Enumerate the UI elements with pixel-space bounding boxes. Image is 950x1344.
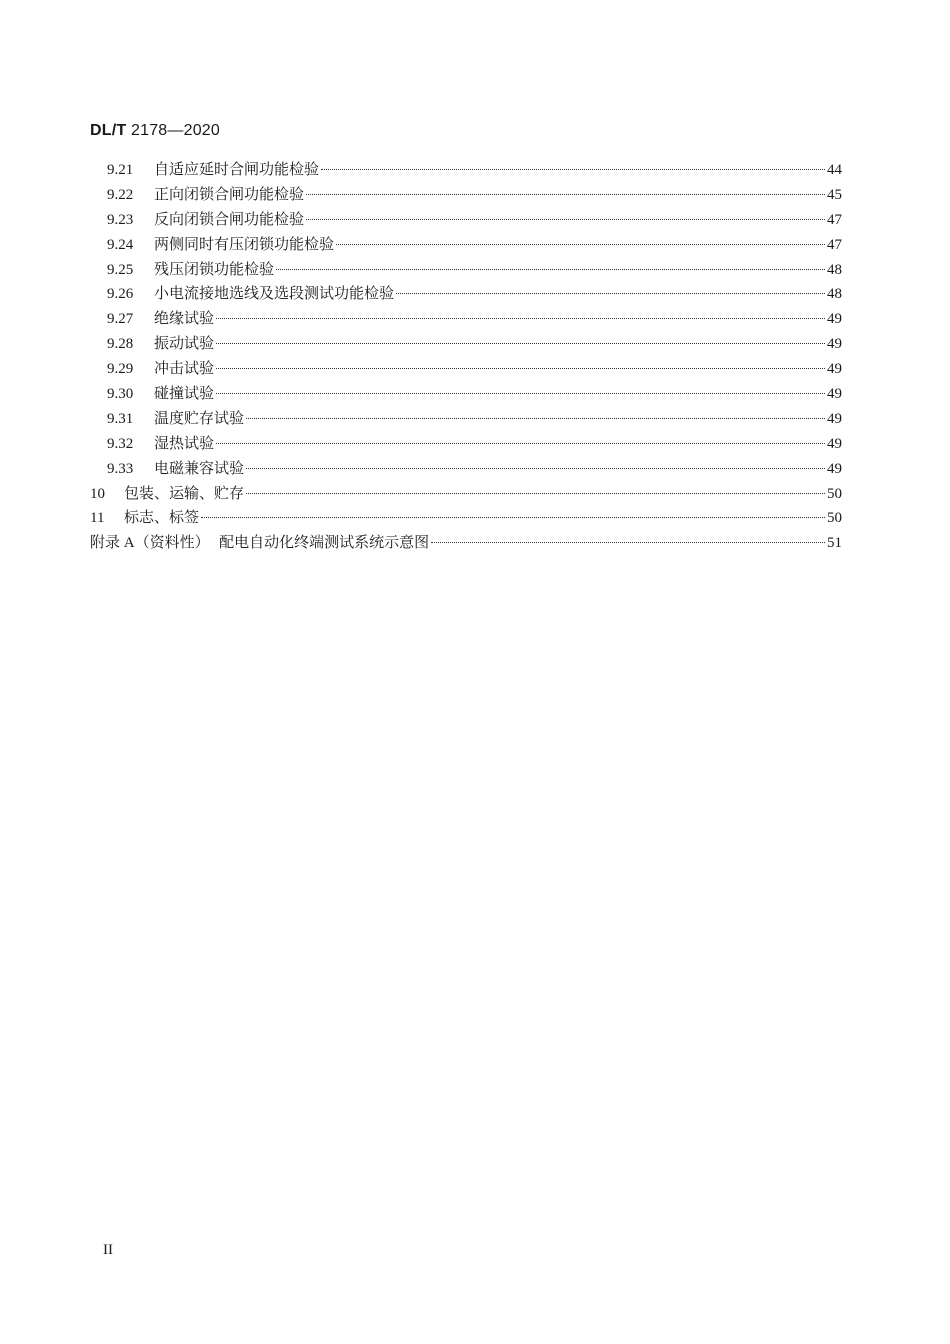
toc-entry[interactable] bbox=[90, 482, 842, 507]
appendix-letter: A bbox=[120, 535, 135, 552]
toc-entry-title: 电磁兼容试验 bbox=[154, 458, 245, 477]
toc-entry-page: 45 bbox=[827, 186, 842, 203]
toc-entry[interactable] bbox=[90, 158, 842, 183]
toc-entry[interactable] bbox=[90, 233, 842, 258]
toc-entry[interactable] bbox=[90, 332, 842, 357]
toc-entry-page: 50 bbox=[827, 510, 842, 527]
toc-entry-page: 49 bbox=[827, 410, 842, 427]
appendix-label bbox=[90, 531, 429, 552]
toc-entry[interactable] bbox=[90, 208, 842, 233]
toc-entry[interactable] bbox=[90, 506, 842, 531]
toc-entry-number: 9.21 bbox=[107, 162, 134, 178]
toc-entry-title: 冲击试验 bbox=[154, 359, 215, 378]
toc-entry-page: 49 bbox=[827, 460, 842, 477]
toc-entry-title: 残压闭锁功能检验 bbox=[154, 259, 275, 278]
toc-entry[interactable] bbox=[90, 258, 842, 283]
toc-entry-number: 9.24 bbox=[107, 236, 134, 253]
dot-leader bbox=[306, 219, 825, 220]
dot-leader bbox=[216, 343, 825, 344]
toc-entry-title: 湿热试验 bbox=[154, 433, 215, 452]
toc-entry-title: 反向闭锁合闸功能检验 bbox=[154, 209, 305, 228]
page-number: II bbox=[103, 1242, 113, 1258]
dot-leader bbox=[216, 443, 825, 444]
dot-leader bbox=[276, 269, 825, 270]
dot-leader bbox=[336, 244, 825, 245]
toc-entry-title: 碰撞试验 bbox=[154, 384, 215, 403]
standard-code: DL/T bbox=[90, 122, 127, 139]
dot-leader bbox=[246, 418, 825, 419]
toc-entry-title: 小电流接地选线及选段测试功能检验 bbox=[154, 284, 395, 303]
toc-entry-title: 绝缘试验 bbox=[154, 309, 215, 328]
dot-leader bbox=[216, 368, 825, 369]
page-header bbox=[90, 122, 220, 140]
dot-leader bbox=[431, 542, 825, 543]
appendix-prefix: 附录 bbox=[90, 533, 121, 552]
toc-entry-page: 49 bbox=[827, 361, 842, 378]
toc-entry[interactable] bbox=[90, 382, 842, 407]
toc-entry-title: 两侧同时有压闭锁功能检验 bbox=[154, 234, 335, 253]
toc-entry[interactable] bbox=[90, 183, 842, 208]
toc-entry[interactable] bbox=[90, 457, 842, 482]
table-of-contents bbox=[90, 158, 842, 556]
toc-entry-page: 50 bbox=[827, 485, 842, 502]
toc-entry-number: 9.29 bbox=[107, 361, 134, 378]
toc-entry[interactable] bbox=[90, 432, 842, 457]
toc-entry[interactable] bbox=[90, 357, 842, 382]
dot-leader bbox=[246, 493, 825, 494]
toc-entry-page: 47 bbox=[827, 236, 842, 253]
toc-entry-number: 9.27 bbox=[107, 311, 134, 328]
toc-entry-number: 11 bbox=[90, 510, 105, 527]
toc-entry-title: 正向闭锁合闸功能检验 bbox=[154, 184, 305, 203]
toc-entry[interactable] bbox=[90, 307, 842, 332]
toc-entry-number: 9.33 bbox=[107, 460, 134, 477]
toc-entry-page: 51 bbox=[827, 535, 842, 552]
appendix-kind: （资料性） bbox=[134, 533, 210, 552]
dot-leader bbox=[216, 318, 825, 319]
toc-entry-page: 49 bbox=[827, 386, 842, 403]
standard-number: 2178—2020 bbox=[126, 122, 220, 139]
toc-entry-number: 10 bbox=[90, 485, 105, 502]
toc-entry[interactable] bbox=[90, 407, 842, 432]
toc-entry-page: 47 bbox=[827, 211, 842, 228]
toc-entry-number: 9.31 bbox=[107, 410, 134, 427]
toc-entry-title: 包装、运输、贮存 bbox=[124, 483, 245, 502]
toc-entry-title: 温度贮存试验 bbox=[154, 408, 245, 427]
dot-leader bbox=[246, 468, 825, 469]
dot-leader bbox=[201, 517, 825, 518]
toc-entry-title: 自适应延时合闸功能检验 bbox=[154, 160, 320, 178]
toc-entry-number: 9.23 bbox=[107, 211, 134, 228]
toc-entry-number: 9.32 bbox=[107, 435, 134, 452]
toc-entry-number: 9.28 bbox=[107, 336, 134, 353]
toc-entry-appendix[interactable] bbox=[90, 531, 842, 556]
toc-entry-page: 49 bbox=[827, 311, 842, 328]
dot-leader bbox=[306, 194, 825, 195]
toc-entry-title: 振动试验 bbox=[154, 334, 215, 353]
dot-leader bbox=[216, 393, 825, 394]
dot-leader bbox=[396, 293, 825, 294]
toc-entry-title: 标志、标签 bbox=[124, 508, 200, 527]
toc-entry-number: 9.22 bbox=[107, 186, 134, 203]
toc-entry-page: 48 bbox=[827, 261, 842, 278]
toc-entry-page: 49 bbox=[827, 336, 842, 353]
toc-entry-number: 9.26 bbox=[107, 286, 134, 303]
toc-entry[interactable] bbox=[90, 282, 842, 307]
toc-entry-page: 44 bbox=[827, 162, 842, 178]
toc-entry-page: 49 bbox=[827, 435, 842, 452]
toc-entry-number: 9.30 bbox=[107, 386, 134, 403]
appendix-title: 配电自动化终端测试系统示意图 bbox=[209, 533, 430, 552]
dot-leader bbox=[321, 169, 825, 170]
toc-entry-number: 9.25 bbox=[107, 261, 134, 278]
toc-entry-page: 48 bbox=[827, 286, 842, 303]
